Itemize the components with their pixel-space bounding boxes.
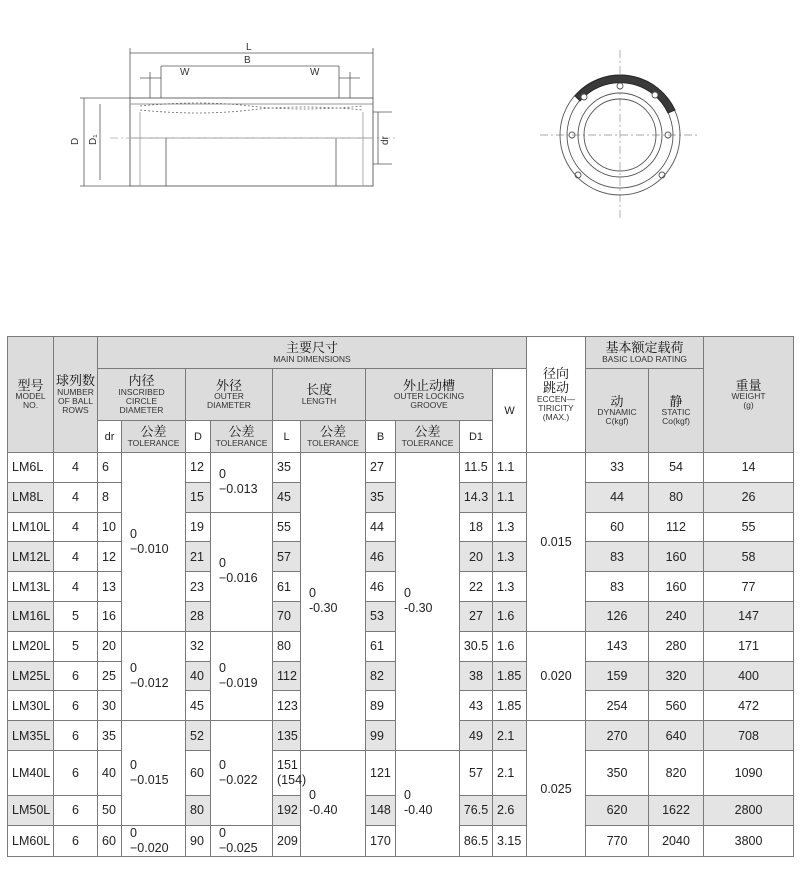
header-dr-tolerance: 公差 TOLERANCE bbox=[122, 421, 186, 453]
table-cell: 0 −0.020 bbox=[122, 825, 186, 857]
table-cell: 121 bbox=[366, 750, 396, 795]
header-b: B bbox=[366, 421, 396, 453]
table-cell: 44 bbox=[586, 482, 649, 512]
table-cell: 0.020 bbox=[527, 631, 586, 720]
table-cell: 1.85 bbox=[493, 691, 527, 721]
table-cell: 4 bbox=[54, 572, 98, 602]
table-cell: 58 bbox=[704, 542, 794, 572]
table-cell: 30.5 bbox=[460, 631, 493, 661]
table-cell: 0 −0.010 bbox=[122, 453, 186, 632]
table-cell: 4 bbox=[54, 542, 98, 572]
label-D: D bbox=[70, 137, 81, 145]
table-cell: 0 -0.40 bbox=[396, 750, 460, 856]
table-cell: 12 bbox=[98, 542, 122, 572]
table-cell: 43 bbox=[460, 691, 493, 721]
table-cell: LM25L bbox=[8, 661, 54, 691]
table-cell: 77 bbox=[704, 572, 794, 602]
table-cell: 28 bbox=[186, 601, 211, 631]
table-cell: 22 bbox=[460, 572, 493, 602]
label-W-left: W bbox=[180, 67, 190, 78]
table-cell: 60 bbox=[586, 512, 649, 542]
table-cell: 3800 bbox=[704, 825, 794, 857]
header-main-dimensions: 主要尺寸 MAIN DIMENSIONS bbox=[98, 337, 527, 369]
table-cell: 18 bbox=[460, 512, 493, 542]
table-cell: 170 bbox=[366, 825, 396, 857]
header-ball-rows: 球列数 NUMBER OF BALL ROWS bbox=[54, 337, 98, 453]
table-cell: 16 bbox=[98, 601, 122, 631]
table-cell: 25 bbox=[98, 661, 122, 691]
table-cell: 35 bbox=[366, 482, 396, 512]
table-cell: 2800 bbox=[704, 795, 794, 825]
label-W-right: W bbox=[310, 67, 320, 78]
table-cell: 10 bbox=[98, 512, 122, 542]
table-cell: 1.1 bbox=[493, 482, 527, 512]
table-cell: 15 bbox=[186, 482, 211, 512]
table-cell: 6 bbox=[54, 691, 98, 721]
table-cell: 4 bbox=[54, 453, 98, 483]
header-model: 型号 MODEL NO. bbox=[8, 337, 54, 453]
table-cell: 560 bbox=[649, 691, 704, 721]
table-cell: 35 bbox=[273, 453, 301, 483]
table-cell: 171 bbox=[704, 631, 794, 661]
table-cell: 159 bbox=[586, 661, 649, 691]
table-cell: 160 bbox=[649, 572, 704, 602]
table-cell: 4 bbox=[54, 512, 98, 542]
table-cell: 20 bbox=[98, 631, 122, 661]
table-cell: 90 bbox=[186, 825, 211, 857]
table-cell: 135 bbox=[273, 721, 301, 751]
table-cell: 0 −0.025 bbox=[211, 825, 273, 857]
bearing-drawings bbox=[0, 0, 800, 300]
table-cell: 192 bbox=[273, 795, 301, 825]
table-cell: 2.1 bbox=[493, 750, 527, 795]
table-cell: LM16L bbox=[8, 601, 54, 631]
table-cell: 770 bbox=[586, 825, 649, 857]
table-cell: 2.1 bbox=[493, 721, 527, 751]
header-dynamic: 动 DYNAMIC C(kgf) bbox=[586, 369, 649, 453]
label-dr: dr bbox=[380, 136, 391, 145]
header-weight: 重量 WEIGHT (g) bbox=[704, 337, 794, 453]
table-cell: 38 bbox=[460, 661, 493, 691]
header-eccentricity: 径向 跳动 ECCEN— TIRICITY (MAX.) bbox=[527, 337, 586, 453]
table-cell: 1.6 bbox=[493, 631, 527, 661]
table-row bbox=[8, 453, 794, 483]
header-inner-diameter: 内径 INSCRIBED CIRCLE DIAMETER bbox=[98, 369, 186, 421]
table-cell: 0.025 bbox=[527, 721, 586, 857]
table-cell: 400 bbox=[704, 661, 794, 691]
table-cell: 0 −0.019 bbox=[211, 631, 273, 720]
table-cell: 6 bbox=[54, 825, 98, 857]
label-B: B bbox=[244, 55, 251, 66]
table-cell: 112 bbox=[649, 512, 704, 542]
header-w: W bbox=[493, 369, 527, 453]
table-cell: 254 bbox=[586, 691, 649, 721]
table-cell: 280 bbox=[649, 631, 704, 661]
table-cell: 4 bbox=[54, 482, 98, 512]
table-cell: 240 bbox=[649, 601, 704, 631]
header-locking-groove: 外止动槽 OUTER LOCKING GROOVE bbox=[366, 369, 493, 421]
header-static: 静 STATIC Co(kgf) bbox=[649, 369, 704, 453]
table-cell: 126 bbox=[586, 601, 649, 631]
table-cell: 57 bbox=[273, 542, 301, 572]
table-cell: 1622 bbox=[649, 795, 704, 825]
table-cell: 0 −0.012 bbox=[122, 631, 186, 720]
label-D1: D₁ bbox=[88, 134, 99, 145]
table-cell: 820 bbox=[649, 750, 704, 795]
table-cell: 270 bbox=[586, 721, 649, 751]
table-cell: 83 bbox=[586, 542, 649, 572]
table-cell: 0 -0.30 bbox=[396, 453, 460, 751]
table-cell: 143 bbox=[586, 631, 649, 661]
table-cell: 60 bbox=[98, 825, 122, 857]
table-cell: 53 bbox=[366, 601, 396, 631]
table-cell: 1.3 bbox=[493, 512, 527, 542]
table-cell: 640 bbox=[649, 721, 704, 751]
table-cell: 27 bbox=[460, 601, 493, 631]
table-cell: LM12L bbox=[8, 542, 54, 572]
table-cell: 14.3 bbox=[460, 482, 493, 512]
table-cell: 55 bbox=[273, 512, 301, 542]
table-cell: LM8L bbox=[8, 482, 54, 512]
table-cell: 83 bbox=[586, 572, 649, 602]
header-b-tolerance: 公差 TOLERANCE bbox=[396, 421, 460, 453]
table-cell: LM40L bbox=[8, 750, 54, 795]
table-cell: 82 bbox=[366, 661, 396, 691]
table-cell: 76.5 bbox=[460, 795, 493, 825]
table-cell: 80 bbox=[273, 631, 301, 661]
header-d1: D1 bbox=[460, 421, 493, 453]
table-cell: LM30L bbox=[8, 691, 54, 721]
table-cell: 80 bbox=[649, 482, 704, 512]
table-cell: 32 bbox=[186, 631, 211, 661]
table-cell: 86.5 bbox=[460, 825, 493, 857]
table-cell: 160 bbox=[649, 542, 704, 572]
table-cell: 123 bbox=[273, 691, 301, 721]
table-cell: 620 bbox=[586, 795, 649, 825]
table-cell: 5 bbox=[54, 601, 98, 631]
table-cell: 11.5 bbox=[460, 453, 493, 483]
table-cell: LM60L bbox=[8, 825, 54, 857]
table-cell: 44 bbox=[366, 512, 396, 542]
header-l-tolerance: 公差 TOLERANCE bbox=[301, 421, 366, 453]
table-cell: 57 bbox=[460, 750, 493, 795]
table-cell: 320 bbox=[649, 661, 704, 691]
table-cell: 20 bbox=[460, 542, 493, 572]
table-cell: 54 bbox=[649, 453, 704, 483]
table-cell: 3.15 bbox=[493, 825, 527, 857]
table-cell: 61 bbox=[366, 631, 396, 661]
table-cell: 30 bbox=[98, 691, 122, 721]
table-cell: 46 bbox=[366, 572, 396, 602]
table-cell: LM35L bbox=[8, 721, 54, 751]
table-cell: LM20L bbox=[8, 631, 54, 661]
table-cell: 0 −0.013 bbox=[211, 453, 273, 513]
drawing-labels bbox=[70, 42, 391, 145]
table-cell: 0 −0.016 bbox=[211, 512, 273, 631]
table-cell: LM13L bbox=[8, 572, 54, 602]
table-cell: 112 bbox=[273, 661, 301, 691]
table-cell: 70 bbox=[273, 601, 301, 631]
table-cell: 209 bbox=[273, 825, 301, 857]
table-cell: 46 bbox=[366, 542, 396, 572]
table-cell: 99 bbox=[366, 721, 396, 751]
table-cell: 1.3 bbox=[493, 542, 527, 572]
table-cell: 52 bbox=[186, 721, 211, 751]
table-cell: 1.6 bbox=[493, 601, 527, 631]
table-cell: 45 bbox=[186, 691, 211, 721]
table-cell: 14 bbox=[704, 453, 794, 483]
header-d: D bbox=[186, 421, 211, 453]
table-cell: 2040 bbox=[649, 825, 704, 857]
table-cell: 13 bbox=[98, 572, 122, 602]
label-L: L bbox=[246, 42, 252, 53]
table-cell: 49 bbox=[460, 721, 493, 751]
table-cell: 12 bbox=[186, 453, 211, 483]
table-cell: 151 (154) bbox=[273, 750, 301, 795]
table-cell: LM50L bbox=[8, 795, 54, 825]
table-cell: 50 bbox=[98, 795, 122, 825]
table-cell: 21 bbox=[186, 542, 211, 572]
table-cell: 5 bbox=[54, 631, 98, 661]
table-cell: 0.015 bbox=[527, 453, 586, 632]
header-load-rating: 基本额定载荷 BASIC LOAD RATING bbox=[586, 337, 704, 369]
table-cell: 8 bbox=[98, 482, 122, 512]
end-view-drawing bbox=[540, 50, 700, 220]
header-l: L bbox=[273, 421, 301, 453]
table-cell: 40 bbox=[98, 750, 122, 795]
header-d-tolerance: 公差 TOLERANCE bbox=[211, 421, 273, 453]
table-cell: 89 bbox=[366, 691, 396, 721]
table-cell: 19 bbox=[186, 512, 211, 542]
table-cell: 6 bbox=[54, 661, 98, 691]
side-view-drawing bbox=[80, 48, 395, 186]
table-cell: 1090 bbox=[704, 750, 794, 795]
table-cell: 350 bbox=[586, 750, 649, 795]
table-cell: 61 bbox=[273, 572, 301, 602]
header-length: 长度 LENGTH bbox=[273, 369, 366, 421]
table-cell: LM10L bbox=[8, 512, 54, 542]
table-cell: 33 bbox=[586, 453, 649, 483]
table-cell: 55 bbox=[704, 512, 794, 542]
table-cell: 708 bbox=[704, 721, 794, 751]
table-cell: 6 bbox=[98, 453, 122, 483]
table-cell: 6 bbox=[54, 795, 98, 825]
header-outer-diameter: 外径 OUTER DIAMETER bbox=[186, 369, 273, 421]
table-cell: LM6L bbox=[8, 453, 54, 483]
table-cell: 1.3 bbox=[493, 572, 527, 602]
table-cell: 35 bbox=[98, 721, 122, 751]
table-cell: 60 bbox=[186, 750, 211, 795]
table-cell: 27 bbox=[366, 453, 396, 483]
table-cell: 6 bbox=[54, 721, 98, 751]
table-cell: 2.6 bbox=[493, 795, 527, 825]
table-cell: 147 bbox=[704, 601, 794, 631]
table-cell: 45 bbox=[273, 482, 301, 512]
table-cell: 80 bbox=[186, 795, 211, 825]
table-cell: 26 bbox=[704, 482, 794, 512]
table-cell: 23 bbox=[186, 572, 211, 602]
table-cell: 0 −0.015 bbox=[122, 721, 186, 826]
table-cell: 40 bbox=[186, 661, 211, 691]
table-cell: 1.85 bbox=[493, 661, 527, 691]
table-cell: 0 -0.40 bbox=[301, 750, 366, 856]
table-cell: 472 bbox=[704, 691, 794, 721]
table-cell: 148 bbox=[366, 795, 396, 825]
header-dr: dr bbox=[98, 421, 122, 453]
table-cell: 6 bbox=[54, 750, 98, 795]
specification-table bbox=[7, 336, 794, 857]
table-cell: 1.1 bbox=[493, 453, 527, 483]
table-cell: 0 −0.022 bbox=[211, 721, 273, 826]
table-cell: 0 -0.30 bbox=[301, 453, 366, 751]
